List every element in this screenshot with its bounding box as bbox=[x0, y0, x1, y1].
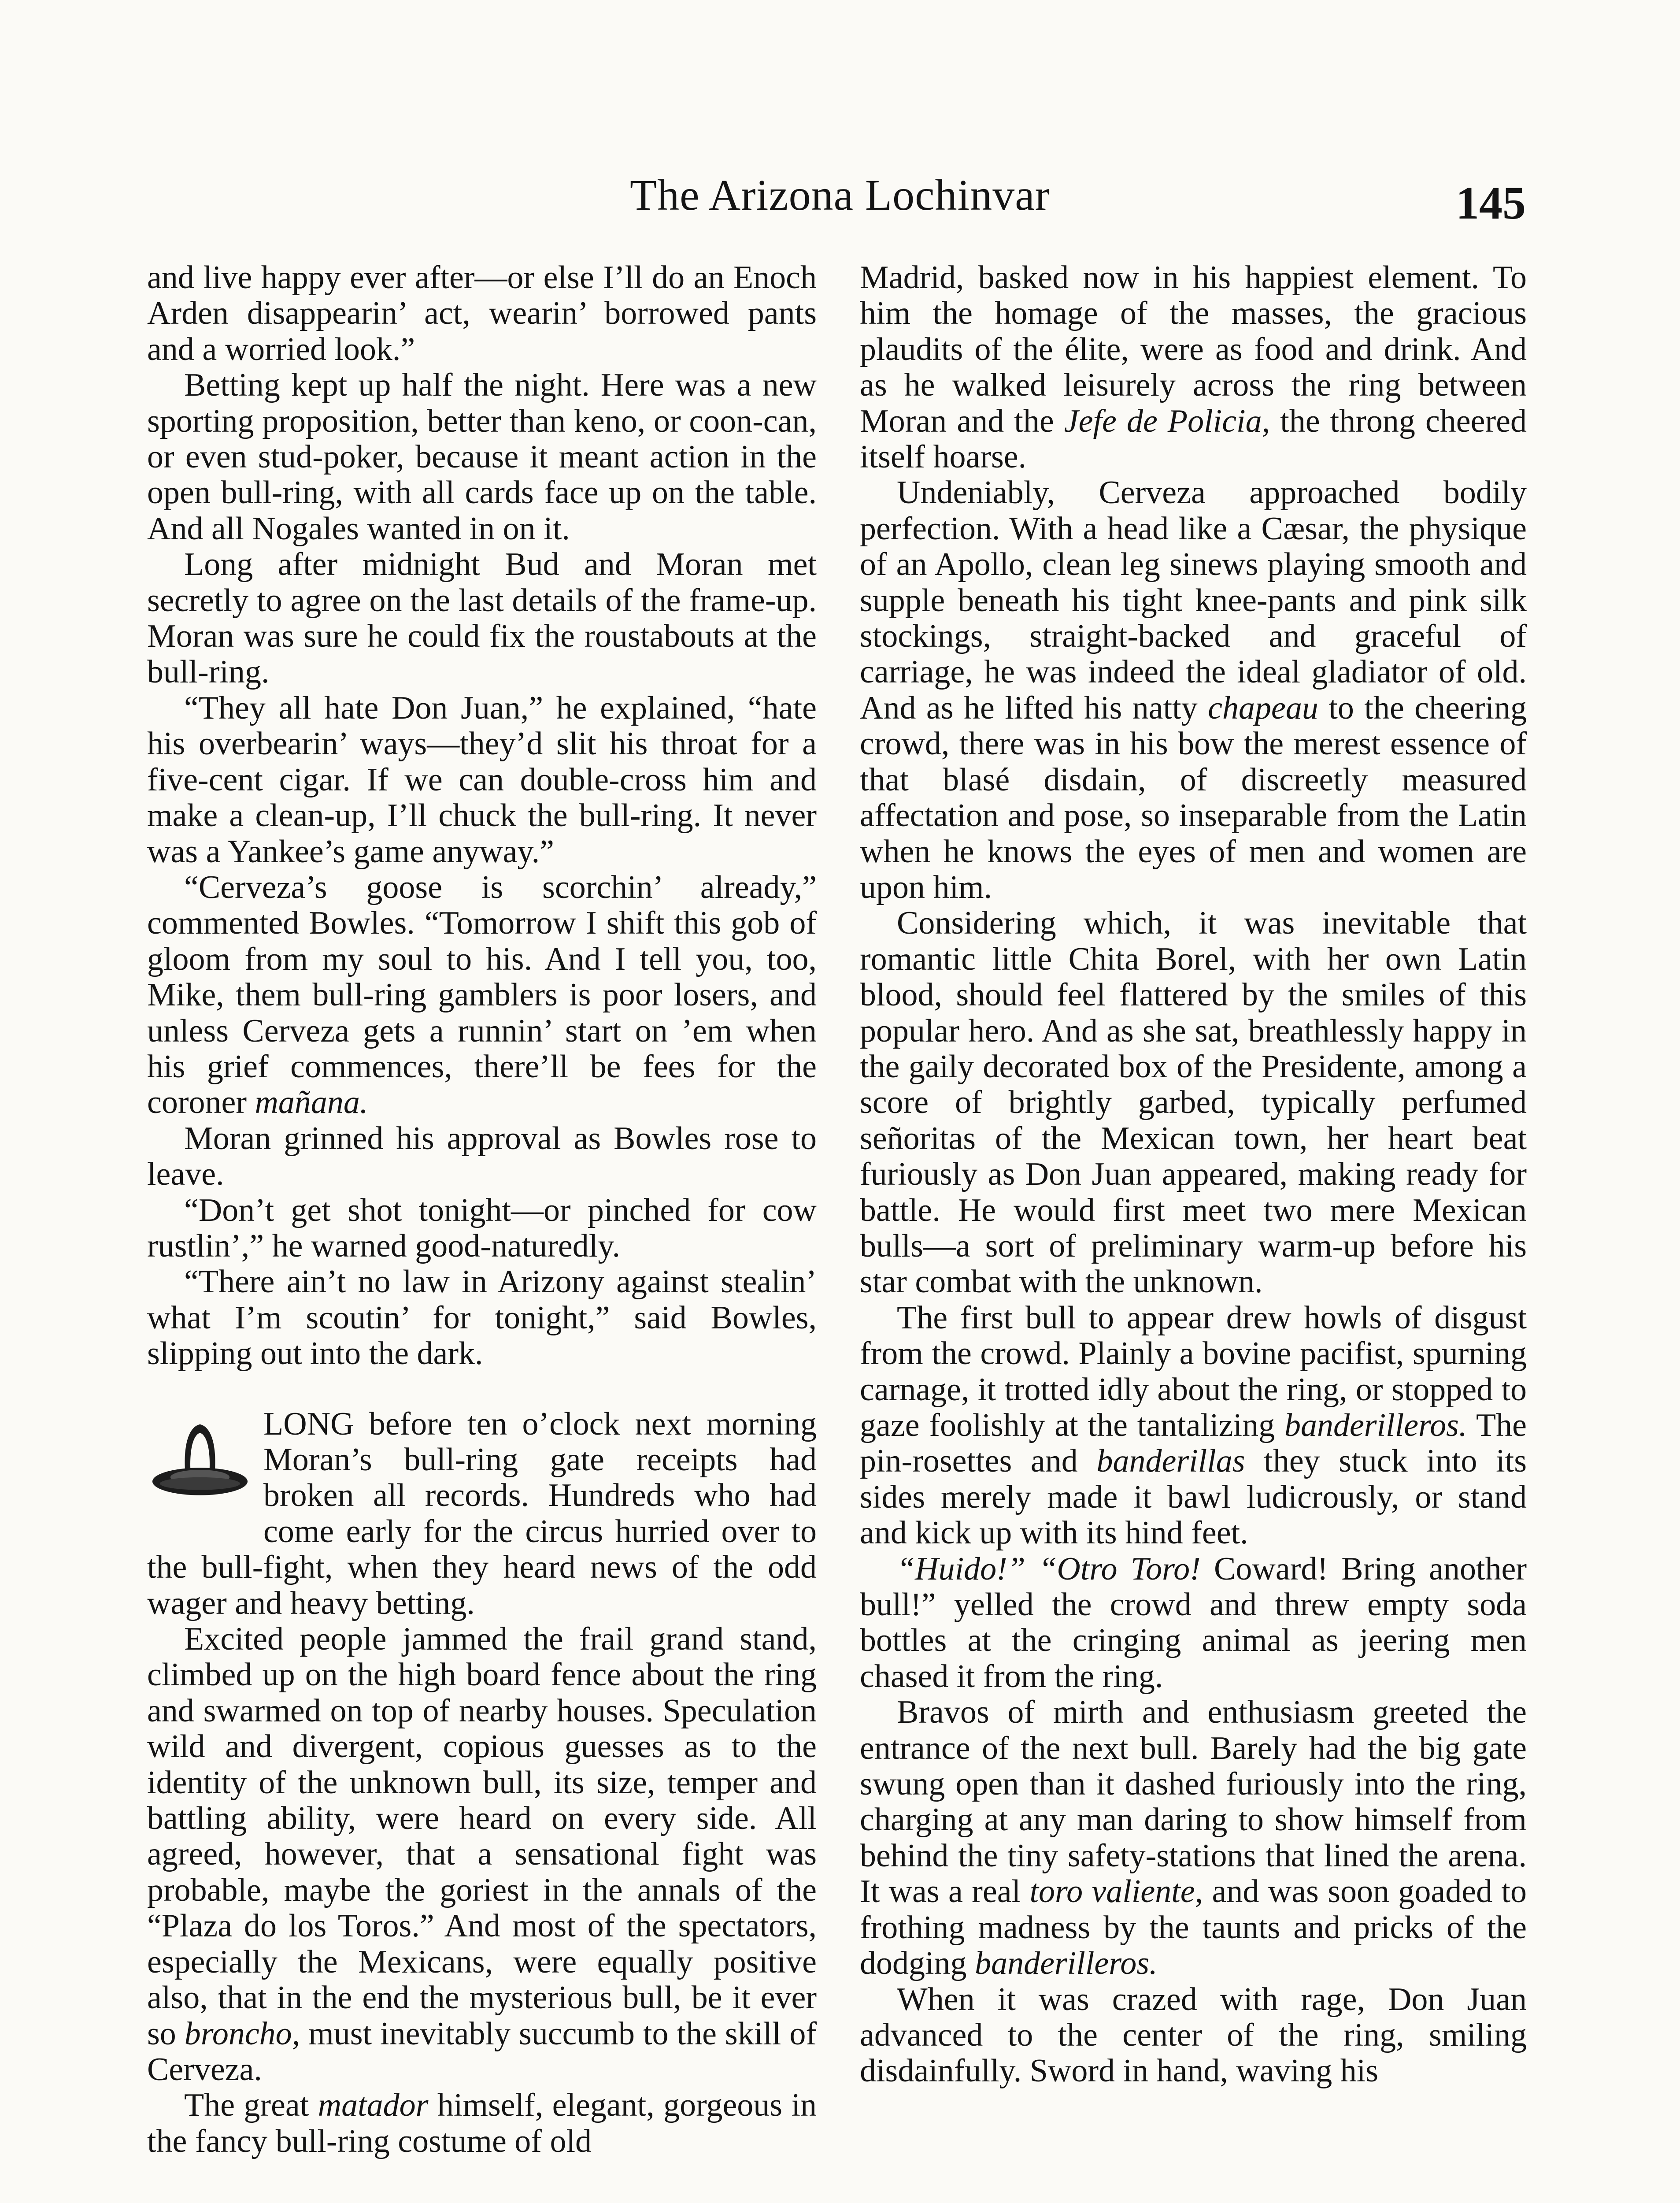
italic-text: banderilleros. bbox=[975, 1945, 1158, 1982]
text-span bbox=[1025, 1551, 1039, 1587]
paragraph bbox=[860, 1300, 1527, 1551]
text-span: and was soon goaded to frothing madness by the taunts and pricks of the dodging bbox=[860, 1873, 1527, 1982]
italic-text: mañana. bbox=[255, 1084, 368, 1121]
paragraph: Long after midnight Bud and Moran met secretly to agree on the last details of the frame-up. Moran was sure he could fix the roustabouts at the bull-ring. bbox=[147, 546, 817, 690]
text-span: The first bull to appear drew howls of disgust from the crowd. Plainly a bovine pacifist, spurning carnage, it trotted idly about the ring, or stopped to gaze foolishly at the tantalizing bbox=[860, 1299, 1527, 1443]
text-span: the throng cheered itself hoarse. bbox=[860, 403, 1527, 475]
paragraph bbox=[147, 1406, 817, 1621]
text-span: Excited people jammed the frail grand stand, climbed up on the high board fence about the ring and swarmed on top of nearby houses. Speculation wild and divergent, copious guesses as to the identity of the unknown bull, its size, temper and battling ability, were heard on every side. All agreed, however, that a sensational fight was probable, maybe the goriest in the annals of the “Plaza do los Toros.” And most of the spectators, especially the Mexicans, were equally positive also, that in the end the mysterious bull, be it ever so bbox=[147, 1621, 817, 2052]
text-span: to the cheering crowd, there was in his bow the merest essence of that blasé disdain, of discreetly measured affectation and pose, so inseparable from the Latin when he knows the eyes of men and women are upon him. bbox=[860, 690, 1527, 905]
paragraph: “They all hate Don Juan,” he explained, “hate his overbearin’ ways—they’d slit his throat for a five-cent cigar. If we can double-cross him and make a clean-up, I’ll chuck the bull-ring. It never was a Yankee’s game anyway.” bbox=[147, 690, 817, 870]
page-title: The Arizona Lochinvar bbox=[630, 171, 1050, 219]
paragraph bbox=[860, 1695, 1527, 1981]
text-span: must inevitably succumb to the skill of Cerveza. bbox=[147, 2015, 817, 2088]
paragraph bbox=[860, 260, 1527, 475]
paragraph bbox=[147, 870, 817, 1121]
paragraph: “Don’t get shot tonight—or pinched for cow rustlin’,” he warned good-naturedly. bbox=[147, 1192, 817, 1264]
section-break bbox=[147, 1372, 817, 1406]
text-span: Undeniably, Cerveza approached bodily perfection. With a head like a Cæsar, the physique of an Apollo, clean leg sinews playing smooth and supple beneath his tight knee-pants and pink silk stockings, straight-backed and graceful of carriage, he was indeed the ideal gladiator of old. And as he lifted his natty bbox=[860, 475, 1527, 726]
text-span: The great bbox=[184, 2087, 318, 2124]
paragraph: Moran grinned his approval as Bowles rose to leave. bbox=[147, 1120, 817, 1193]
page-number: 145 bbox=[1456, 177, 1526, 229]
paragraph: Considering which, it was inevitable that romantic little Chita Borel, with her own Latin blood, should feel flattered by the smiles of this popular hero. And as she sat, breathlessly happy in the gaily decorated box of the Presidente, among a score of brightly garbed, typically perfumed señoritas of the Mexican town, her heart beat furiously as Don Juan appeared, making ready for battle. He would first meet two mere Mexican bulls—a sort of preliminary warm-up before his star combat with the unknown. bbox=[860, 905, 1527, 1300]
paragraph bbox=[860, 1551, 1527, 1695]
paragraph bbox=[147, 2088, 817, 2159]
italic-text: broncho, bbox=[184, 2015, 300, 2052]
italic-text: banderilleros. bbox=[1284, 1407, 1467, 1443]
text-span: “Cerveza’s goose is scorchin’ already,” commented Bowles. “Tomorrow I shift this gob of gloom from my soul to his. And I tell you, too, Mike, them bull-ring gamblers is poor losers, and unless Cerveza gets a runnin’ start on ’em when his grief commences, there’ll be fees for the coroner bbox=[147, 869, 817, 1121]
text-span: LONG before ten o’clock next morning Moran’s bull-ring gate receipts had broken all records. Hundreds who had come early for the circus hurried over to the bull-fight, when they heard news of the odd wager and heavy betting. bbox=[147, 1406, 817, 1621]
italic-text: chapeau bbox=[1208, 690, 1318, 726]
text-span: Bravos of mirth and enthusiasm greeted the entrance of the next bull. Barely had the big gate swung open than it dashed furiously into the ring, charging at any man daring to show himself from behind the tiny safety-stations that lined the arena. It was a real bbox=[860, 1694, 1527, 1910]
paragraph: “There ain’t no law in Arizony against stealin’ what I’m scoutin’ for tonight,” said Bowles, slipping out into the dark. bbox=[147, 1264, 817, 1372]
left-column bbox=[147, 260, 817, 2159]
italic-text: “Huido!” bbox=[897, 1550, 1025, 1587]
paragraph bbox=[860, 475, 1527, 905]
paragraph: and live happy ever after—or else I’ll do an Enoch Arden disappearin’ act, wearin’ borrowed pants and a worried look.” bbox=[147, 260, 817, 367]
text-span: The pin-rosettes and bbox=[860, 1407, 1527, 1480]
sombrero-icon bbox=[147, 1412, 253, 1517]
paragraph: Betting kept up half the night. Here was a new sporting proposition, better than keno, or coon-can, or even stud-poker, because it meant action in the open bull-ring, with all cards face up on the table. And all Nogales wanted in on it. bbox=[147, 367, 817, 547]
text-span: they stuck into its sides merely made it bawl ludicrously, or stand and kick up with its hind feet. bbox=[860, 1443, 1527, 1551]
italic-text: toro valiente, bbox=[1029, 1873, 1203, 1910]
italic-text: matador bbox=[318, 2087, 429, 2124]
italic-text: “Otro Toro! bbox=[1039, 1550, 1201, 1587]
text-span: Coward! Bring another bull!” yelled the crowd and threw empty soda bottles at the cringing animal as jeering men chased it from the ring. bbox=[860, 1550, 1527, 1695]
italic-text: Jefe de Policia, bbox=[1064, 403, 1270, 439]
text-span: Madrid, basked now in his happiest element. To him the homage of the masses, the gracious plaudits of the élite, were as food and drink. And as he walked leisurely across the ring between Moran and the bbox=[860, 260, 1527, 439]
right-column bbox=[860, 260, 1527, 2089]
paragraph: When it was crazed with rage, Don Juan advanced to the center of the ring, smiling disdainfully. Sword in hand, waving his bbox=[860, 1981, 1527, 2089]
italic-text: banderillas bbox=[1096, 1443, 1245, 1480]
paragraph bbox=[147, 1621, 817, 2088]
text-span: himself, elegant, gorgeous in the fancy bull-ring costume of old bbox=[147, 2087, 817, 2159]
